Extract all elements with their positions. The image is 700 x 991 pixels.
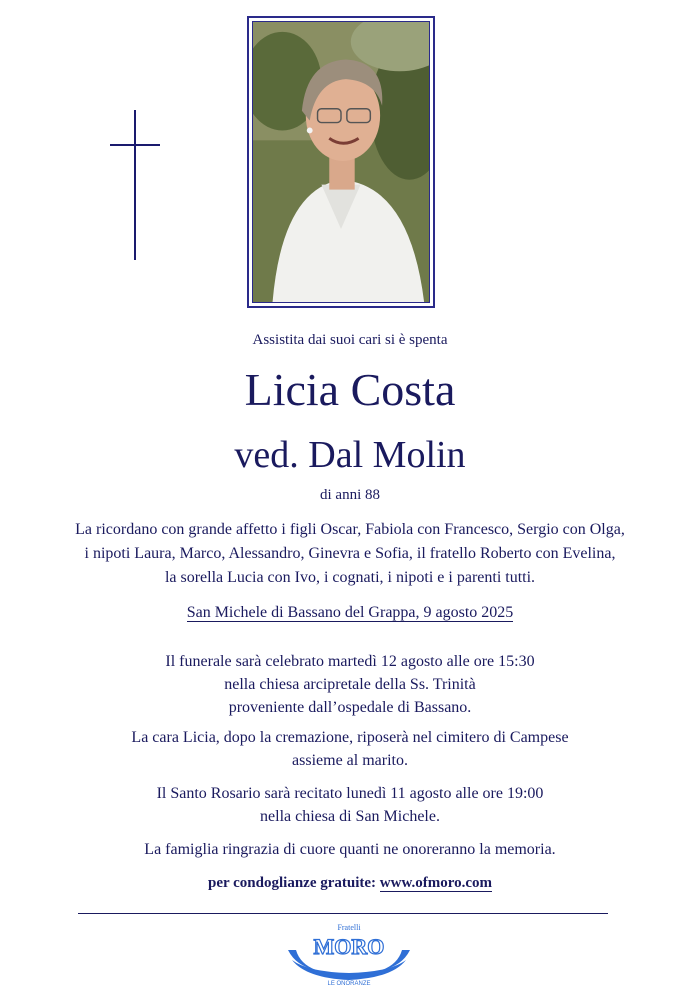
rosary-line: Il Santo Rosario sarà recitato lunedì 11 agosto alle ore 19:00: [156, 785, 544, 802]
condolences-line: [0, 875, 700, 892]
deceased-name: Licia Costa: [244, 364, 456, 415]
funeral-home-logo: [286, 920, 412, 986]
funeral-line: nella chiesa arcipretale della Ss. Trinità: [224, 676, 476, 693]
family-line: i nipoti Laura, Marco, Alessandro, Ginevra e Sofia, il fratello Roberto con Evelina,: [84, 545, 616, 562]
logo-brand-text: MORO: [313, 934, 385, 959]
cross-vertical-bar: [134, 110, 136, 260]
logo-bottom-text: LE ONORANZE: [327, 981, 371, 986]
rosary-paragraph: [0, 782, 700, 828]
family-line: la sorella Lucia con Ivo, i cognati, i nipoti e i parenti tutti.: [164, 569, 536, 586]
age-text: di anni 88: [320, 487, 380, 503]
condolences-label: per condoglianze gratuite:: [208, 875, 377, 891]
rosary-line: nella chiesa di San Michele.: [260, 808, 440, 825]
funeral-paragraph: [0, 650, 700, 719]
widow-of-name: ved. Dal Molin: [234, 434, 466, 476]
cremation-line: La cara Licia, dopo la cremazione, riposerà nel cimitero di Campese: [131, 729, 569, 746]
funeral-line: proveniente dall’ospedale di Bassano.: [228, 699, 472, 716]
logo-top-text: Fratelli: [337, 923, 361, 932]
cross-icon: [110, 110, 160, 260]
portrait-photo-frame: [247, 16, 435, 308]
portrait-photo: [252, 21, 430, 303]
condolences-link[interactable]: www.ofmoro.com: [379, 875, 492, 891]
place-date: [0, 604, 700, 622]
cross-horizontal-bar: [110, 144, 160, 146]
funeral-line: Il funerale sarà celebrato martedì 12 agosto alle ore 15:30: [165, 653, 535, 670]
place-date-text: San Michele di Bassano del Grappa, 9 agosto 2025: [186, 604, 514, 621]
divider: [78, 913, 608, 914]
cremation-line: assieme al marito.: [292, 752, 408, 769]
intro-text: Assistita dai suoi cari si è spenta: [252, 332, 448, 348]
cremation-paragraph: [0, 726, 700, 772]
family-line: La ricordano con grande affetto i figli Oscar, Fabiola con Francesco, Sergio con Olga,: [75, 521, 625, 538]
thanks-text: La famiglia ringrazia di cuore quanti ne onoreranno la memoria.: [144, 841, 556, 858]
family-paragraph: [0, 518, 700, 590]
